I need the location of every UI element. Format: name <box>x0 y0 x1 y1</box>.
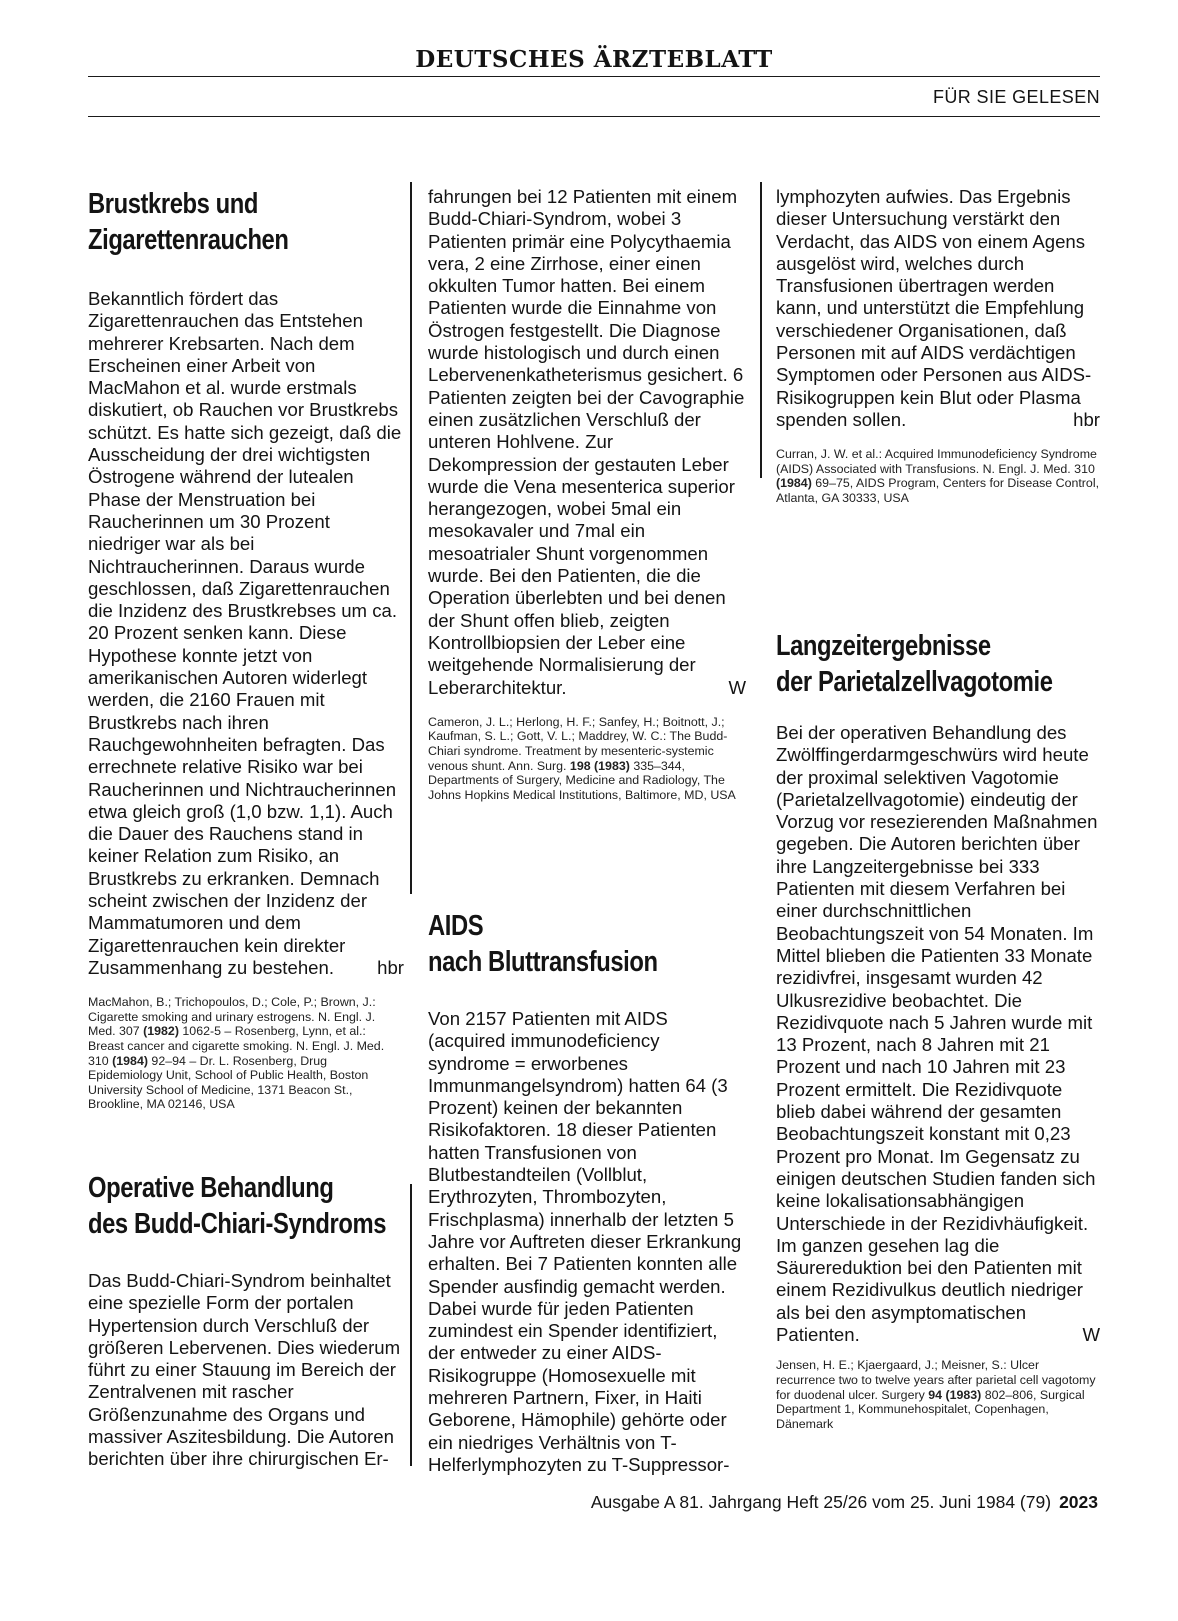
article-reference: MacMahon, B.; Trichopoulos, D.; Cole, P.; Brown, J.: Cigarette smoking and urinary estrogens. N. Engl. J. Med. 307 (1982) 1062-5 – Rosenberg, Lynn, et al.: Breast cancer and cigarette smoking. N. Engl. J. Med. 310 (1984) 92–94 – Dr. L. Rosenberg, Drug Epidemiology Unit, School of Public Health, Boston University School of Medicine, 1371 Beacon St., Brookline, MA 02146, USA <box>88 995 385 1112</box>
masthead-rule <box>88 76 1100 77</box>
author-signature: hbr <box>1073 408 1100 430</box>
title-line: Brustkrebs und <box>88 188 259 220</box>
title-line: Zigarettenrauchen <box>88 224 289 256</box>
issue-info: Ausgabe A 81. Jahrgang Heft 25/26 vom 25. Juni 1984 (79) <box>590 1492 1052 1512</box>
title-line: der Parietalzellvagotomie <box>776 666 1053 698</box>
title-line: nach Bluttransfusion <box>428 946 658 978</box>
title-line: AIDS <box>428 910 484 942</box>
journal-masthead: DEUTSCHES ÄRZTEBLATT <box>415 46 773 73</box>
article-vagotomy <box>776 628 1100 1431</box>
article-body-part-1: Das Budd-Chiari-Syndrom beinhaltet eine spezielle Form der portalen Hypertension durch Verschluß der größeren Lebervenen. Dies wiederum führt zu einer Stauung im Bereich der Zentralvenen mit rascher Größenzunahme des Organs und massiver Aszitesbildung. Die Autoren berichten über ihre chirurgischen Er- <box>88 1270 401 1470</box>
article-title <box>776 628 1100 700</box>
column-1 <box>88 186 404 1470</box>
article-reference: Curran, J. W. et al.: Acquired Immunodeficiency Syndrome (AIDS) Associated with Transfusions. N. Engl. J. Med. 310 (1984) 69–75, AIDS Program, Centers for Disease Control, Atlanta, GA 30333, USA <box>776 447 1100 506</box>
article-body: Bekanntlich fördert das Zigarettenrauchen das Entstehen mehrerer Krebsarten. Nach dem Erscheinen einer Arbeit von MacMahon et al. wurde erstmals diskutiert, ob Rauchen vor Brustkrebs schützt. Es hatte sich gezeigt, daß die Ausscheidung der drei wichtigsten Östrogene während der lutealen Phase der Menstruation bei Raucherinnen um 30 Prozent niedriger war als bei Nichtraucherinnen. Daraus wurde geschlossen, daß Zigarettenrauchen die Inzidenz des Brustkrebses um ca. 20 Prozent senken kann. Diese Hypothese konnte jetzt von amerikanischen Autoren widerlegt werden, die 2160 Frauen mit Brustkrebs nach ihren Rauchgewohnheiten befragten. Das errechnete relative Risiko war bei Raucherinnen und Nichtraucherinnen etwa gleich groß (1,0 bzw. 1,1). Auch die Dauer des Rauchens stand in keiner Relation zum Risiko, an Brustkrebs zu erkranken. Demnach scheint zwischen der Inzidenz der Mammatumoren und dem Zigarettenrauchen kein direkter Zusammenhang zu bestehen. hbr <box>88 288 404 978</box>
article-title <box>88 186 404 258</box>
title-line: Langzeitergebnisse <box>776 630 991 662</box>
column-divider-2 <box>760 182 762 478</box>
column-divider-3 <box>410 1184 412 1466</box>
column-3 <box>776 186 1100 1431</box>
title-line: Operative Behandlung <box>88 1172 334 1204</box>
article-body-part-2: fahrungen bei 12 Patienten mit einem Budd-Chiari-Syndrom, wobei 3 Patienten primär eine Polycythaemia vera, 2 eine Zirrhose, einer einen okkulten Tumor hatten. Bei einem Patienten wurde die Einnahme von Östrogen festgestellt. Die Diagnose wurde histologisch und durch einen Lebervenenkatheterismus gesichert. 6 Patienten zeigten bei der Cavographie einen zusätzlichen Verschluß der unteren Hohlvene. Zur Dekompression der gestauten Leber wurde die Vena mesenterica superior herangezogen, wobei 5mal ein mesokavaler und 7mal ein mesoatrialer Shunt vorgenommen wurde. Bei den Patienten, die die Operation überlebten und bei denen der Shunt offen blieb, zeigten Kontrollbiopsien der Leber eine weitgehende Normalisierung der Leberarchitektur. W <box>428 186 746 698</box>
section-rule <box>88 116 1100 117</box>
article-body-part-2: lymphozyten aufwies. Das Ergebnis dieser Untersuchung verstärkt den Verdacht, das AIDS von einem Agens ausgelöst wird, welches durch Transfusionen übertragen werden kann, und unterstützt die Empfehlung verschiedener Organisationen, daß Personen mit auf AIDS verdächtigen Symptomen oder Personen aus AIDS-Risikogruppen kein Blut oder Plasma spenden sollen. hbr <box>776 186 1100 430</box>
article-breast-cancer <box>88 186 404 1112</box>
author-signature: hbr <box>377 956 404 978</box>
article-reference: Jensen, H. E.; Kjaergaard, J.; Meisner, S.: Ulcer recurrence two to twelve years after parietal cell vagotomy for duodenal ulcer. Surgery 94 (1983) 802–806, Surgical Department 1, Kommunehospitalet, Copenhagen, Dänemark <box>776 1358 1096 1431</box>
article-budd-chiari <box>88 1170 404 1471</box>
article-title <box>428 908 746 980</box>
article-reference: Cameron, J. L.; Herlong, H. F.; Sanfey, H.; Boitnott, J.; Kaufman, S. L.; Gott, V. L.; Maddrey, W. C.: The Budd-Chiari syndrome. Treatment by mesenteric-systemic venous shunt. Ann. Surg. 198 (1983) 335–344, Departments of Surgery, Medicine and Radiology, The Johns Hopkins Medical Institutions, Baltimore, MD, USA <box>428 714 736 802</box>
author-signature: W <box>1082 1324 1100 1346</box>
article-body-part-1: Von 2157 Patienten mit AIDS (acquired immunodeficiency syndrome = erworbenes Immunmangelsyndrom) hatten 64 (3 Prozent) keinen der bekannten Risikofaktoren. 18 dieser Patienten hatten Transfusionen von Blutbestandteilen (Vollblut, Erythrozyten, Thrombozyten, Frischplasma) innerhalb der letzten 5 Jahre vor Auftreten dieser Erkrankung erhalten. Bei 7 Patienten konnten alle Spender ausfindig gemacht werden. Dabei wurde für jeden Patienten zumindest ein Spender identifiziert, der entweder zu einer AIDS-Risikogruppe (Homosexuelle mit mehreren Partnern, Fixer, in Haiti Geborene, Hämophile) gehörte oder ein niedriges Verhältnis von T-Helferlymphozyten zu T-Suppressor- <box>428 1008 742 1475</box>
page-number: 2023 <box>1059 1492 1098 1512</box>
article-body: Bei der operativen Behandlung des Zwölffingerdarmgeschwürs wird heute der proximal selektiven Vagotomie (Parietalzellvagotomie) eindeutig der Vorzug vor resezierenden Maßnahmen gegeben. Die Autoren berichten über ihre Langzeitergebnisse bei 333 Patienten mit diesem Verfahren bei einer durchschnittlichen Beobachtungszeit von 54 Monaten. Im Mittel blieben die Patienten 33 Monate rezidivfrei, insgesamt wurden 42 Ulkusrezidive beobachtet. Die Rezidivquote nach 5 Jahren wurde mit 13 Prozent, nach 8 Jahren mit 21 Prozent und nach 10 Jahren mit 23 Prozent ermittelt. Die Rezidivquote blieb dabei während der gesamten Beobachtungszeit konstant mit 0,23 Prozent pro Monat. Im Gegensatz zu einigen deutschen Studien fanden sich keine lokalisationsabhängigen Unterschiede in der Rezidivhäufigkeit. Im ganzen gesehen lag die Säurereduktion bei den Patienten mit einem Rezidivulkus deutlich niedriger als bei den asymptomatischen Patienten. W <box>776 722 1100 1346</box>
author-signature: W <box>728 676 746 698</box>
column-divider-1 <box>410 182 412 894</box>
column-2 <box>428 186 746 1475</box>
title-line: des Budd-Chiari-Syndroms <box>88 1208 387 1240</box>
article-aids <box>428 908 746 1476</box>
section-label: FÜR SIE GELESEN <box>932 87 1100 107</box>
page-footer <box>591 1492 1098 1513</box>
article-title <box>88 1170 404 1242</box>
